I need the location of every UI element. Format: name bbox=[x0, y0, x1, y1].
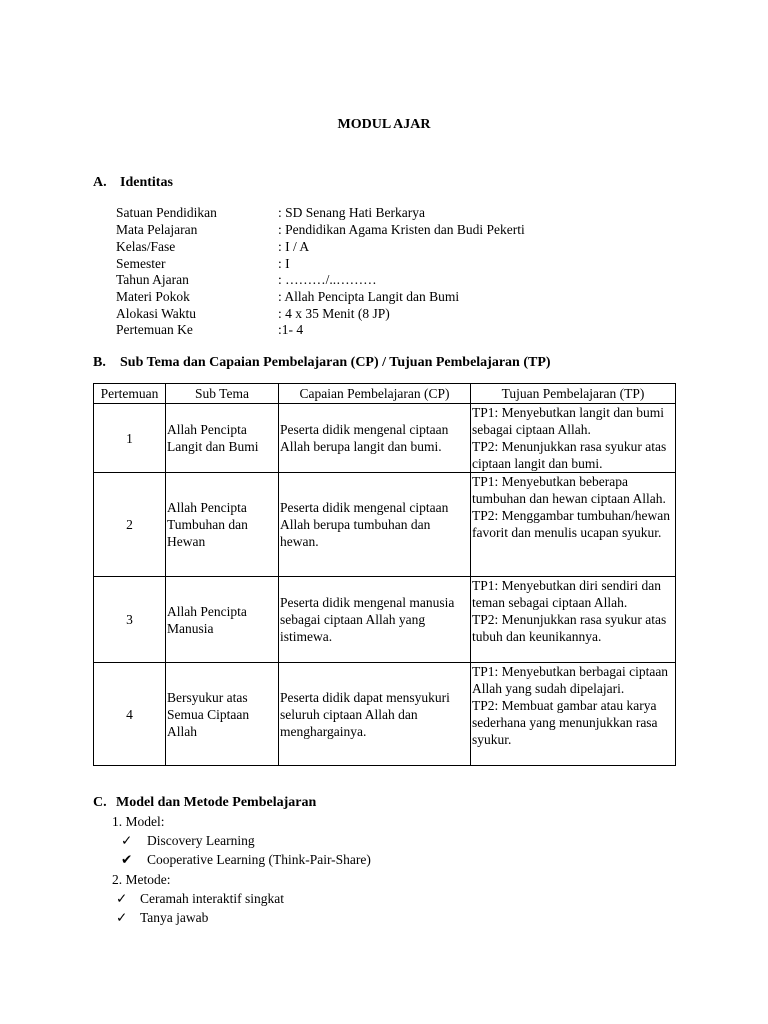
section-c-letter: C. bbox=[93, 795, 107, 810]
identity-row bbox=[116, 271, 377, 288]
section-a-letter: A. bbox=[93, 175, 107, 190]
section-a-heading bbox=[93, 175, 173, 191]
check-icon: ✓ bbox=[121, 833, 133, 848]
section-a-title: Identitas bbox=[120, 175, 173, 190]
cell-pertemuan: 1 bbox=[94, 404, 166, 473]
check-icon: ✓ bbox=[116, 891, 128, 906]
cell-tp: TP1: Menyebutkan diri sendiri dan teman sebagai ciptaan Allah. TP2: Menunjukkan rasa syukur atas tubuh dan keunikannya. bbox=[471, 577, 676, 663]
identity-value: : ………/..……… bbox=[278, 272, 377, 287]
metode-label: 2. Metode: bbox=[112, 872, 171, 887]
header-tp: Tujuan Pembelajaran (TP) bbox=[471, 384, 676, 404]
section-b-letter: B. bbox=[93, 355, 106, 370]
identity-row bbox=[116, 221, 525, 238]
model-item: Cooperative Learning (Think-Pair-Share) bbox=[147, 852, 371, 867]
cell-sub-tema: Bersyukur atas Semua Ciptaan Allah bbox=[166, 663, 279, 766]
identity-label: Kelas/Fase bbox=[116, 239, 176, 254]
header-cp: Capaian Pembelajaran (CP) bbox=[279, 384, 471, 404]
cell-cp: Peserta didik mengenal ciptaan Allah berupa langit dan bumi. bbox=[279, 404, 471, 473]
identity-label: Tahun Ajaran bbox=[116, 272, 189, 287]
list-item bbox=[116, 908, 208, 927]
identity-label: Mata Pelajaran bbox=[116, 222, 198, 237]
section-b-heading bbox=[93, 355, 551, 371]
identity-value: : 4 x 35 Menit (8 JP) bbox=[278, 306, 390, 321]
identity-value: : Allah Pencipta Langit dan Bumi bbox=[278, 289, 460, 304]
identity-row bbox=[116, 288, 459, 305]
cell-pertemuan: 3 bbox=[94, 577, 166, 663]
cell-tp: TP1: Menyebutkan langit dan bumi sebagai ciptaan Allah. TP2: Menunjukkan rasa syukur atas ciptaan langit dan bumi. bbox=[471, 404, 676, 473]
identity-row bbox=[116, 255, 290, 272]
cell-cp: Peserta didik dapat mensyukuri seluruh ciptaan Allah dan menghargainya. bbox=[279, 663, 471, 766]
header-pertemuan: Pertemuan bbox=[94, 384, 166, 404]
table-row bbox=[94, 577, 676, 663]
list-item bbox=[121, 831, 255, 850]
cell-sub-tema: Allah Pencipta Tumbuhan dan Hewan bbox=[166, 473, 279, 577]
metode-item: Ceramah interaktif singkat bbox=[140, 891, 284, 906]
cell-cp: Peserta didik mengenal ciptaan Allah berupa tumbuhan dan hewan. bbox=[279, 473, 471, 577]
cell-sub-tema: Allah Pencipta Langit dan Bumi bbox=[166, 404, 279, 473]
section-c-title: Model dan Metode Pembelajaran bbox=[116, 795, 317, 810]
identity-label: Satuan Pendidikan bbox=[116, 205, 217, 220]
table-row bbox=[94, 663, 676, 766]
check-icon: ✔ bbox=[121, 852, 133, 867]
identity-label: Semester bbox=[116, 256, 166, 271]
list-item bbox=[116, 889, 284, 908]
identity-value: : Pendidikan Agama Kristen dan Budi Pekerti bbox=[278, 222, 525, 237]
cell-cp: Peserta didik mengenal manusia sebagai ciptaan Allah yang istimewa. bbox=[279, 577, 471, 663]
identity-value: :1- 4 bbox=[278, 322, 304, 337]
model-label: 1. Model: bbox=[112, 814, 165, 829]
cp-tp-table bbox=[93, 383, 676, 766]
list-item bbox=[121, 850, 371, 869]
cell-sub-tema: Allah Pencipta Manusia bbox=[166, 577, 279, 663]
identity-label: Alokasi Waktu bbox=[116, 306, 197, 321]
metode-item: Tanya jawab bbox=[140, 910, 209, 925]
table-row bbox=[94, 473, 676, 577]
cell-pertemuan: 4 bbox=[94, 663, 166, 766]
identity-row bbox=[116, 321, 303, 338]
check-icon: ✓ bbox=[116, 910, 128, 925]
page-title: MODUL AJAR bbox=[337, 117, 431, 132]
header-sub-tema: Sub Tema bbox=[166, 384, 279, 404]
model-item: Discovery Learning bbox=[147, 833, 255, 848]
cell-tp: TP1: Menyebutkan berbagai ciptaan Allah yang sudah dipelajari. TP2: Membuat gambar atau karya sederhana yang menunjukkan rasa syukur. bbox=[471, 663, 676, 766]
identity-row bbox=[116, 238, 309, 255]
identity-value: : I bbox=[278, 256, 290, 271]
identity-label: Pertemuan Ke bbox=[116, 322, 193, 337]
identity-label: Materi Pokok bbox=[116, 289, 190, 304]
table-header-row bbox=[94, 384, 676, 404]
identity-row bbox=[116, 305, 390, 322]
cell-tp: TP1: Menyebutkan beberapa tumbuhan dan hewan ciptaan Allah. TP2: Menggambar tumbuhan/hewan favorit dan menulis ucapan syukur. bbox=[471, 473, 676, 577]
section-b-title: Sub Tema dan Capaian Pembelajaran (CP) / Tujuan Pembelajaran (TP) bbox=[120, 355, 551, 370]
identity-value: : SD Senang Hati Berkarya bbox=[278, 205, 425, 220]
identity-value: : I / A bbox=[278, 239, 310, 254]
identity-row bbox=[116, 204, 425, 221]
section-c-heading bbox=[93, 795, 316, 811]
table-row bbox=[94, 404, 676, 473]
cell-pertemuan: 2 bbox=[94, 473, 166, 577]
